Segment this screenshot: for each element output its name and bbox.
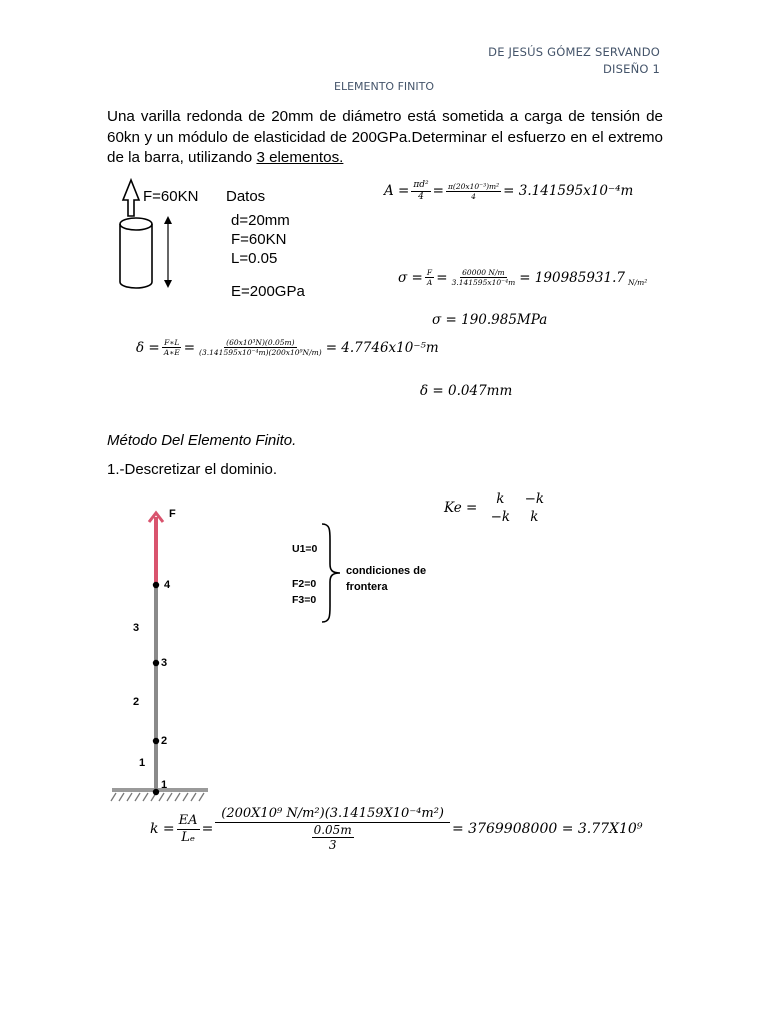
datos-l: L=0.05 [231,250,278,267]
ke-r2c1: −k [490,509,511,525]
sigma-result: = 190985931.7 [519,269,625,286]
k-formula: k = $\frac{EA}{\text{Lₑ}}$ = $\frac{\text{(200X10⁹ N/m²)(3.14159X10⁻⁴m²)}}{\frac{0.05m}{3}}$ = 3769908000 = 3.77X10⁹ [150,806,643,852]
node-2 [153,738,159,744]
element-label-1: 1 [139,757,146,769]
problem-elements-underlined: 3 elementos. [256,149,344,166]
area-f2-num: π(20x10⁻³)m² [447,181,500,191]
delta-f2-den: (3.141595x10⁻⁴m)(200x10⁹N/m) [199,348,322,357]
stress-result-mpa: σ = 190.985MPa [432,312,548,328]
page-title: ELEMENTO FINITO [334,80,434,93]
sigma-f1-den: A [426,278,433,287]
k-f2-num: (200X10⁹ N/m²)(3.14159X10⁻⁴m²) [215,806,450,823]
method-heading: Método Del Elemento Finito. [107,432,297,449]
problem-text: Una varilla redonda de 20mm de diámetro está sometida a carga de tensión de 60kn y un módulo de elasticidad de 200GPa.Determinar el esfuerzo en el extremo de la barra, utilizando [107,108,663,166]
datos-f: F=60KN [231,231,287,248]
ke-r1c1: k [496,491,505,507]
node-label-1: 1 [161,779,168,791]
deformation-result-mm: δ = 0.047mm [420,383,513,399]
sigma-f2-den: 3.141595x10⁻⁴m [451,278,516,287]
node-label-2: 2 [161,735,168,747]
node-label-4: 4 [164,579,171,591]
ke-r2c2: k [530,509,539,525]
force-label: F=60KN [143,188,199,205]
diagram-force-label: F [169,508,176,520]
curly-brace-icon [318,522,344,624]
stress-formula: σ = $\frac{F}{A}$ = $\frac{60000 N/m}{\text{3.141595x10⁻⁴m}}$ = 190985931.7 N/m² [398,268,648,287]
bc-u1: U1=0 [292,543,318,555]
bc-f2: F2=0 [292,578,317,590]
bc-label-line1: condiciones de [346,565,427,577]
k-f1-den: Lₑ [181,829,195,845]
sigma-f2-num: 60000 N/m [462,268,505,277]
area-f1-num: πd² [413,180,429,190]
k-f1-num: EA [178,813,198,829]
datos-e: E=200GPa [231,283,305,300]
ke-lhs: Ke = [444,500,478,516]
node-3 [153,660,159,666]
sigma-f1-num: F [426,268,433,277]
deformation-formula: δ = $\frac{F∗L}{A∗E}$ = $\frac{\text{(60x10³N)(0.05m)}}{\text{(3.141595x10⁻⁴m)(200x10⁹N/m)}}$ = 4.7746x10⁻⁵m [136,338,439,357]
node-1 [153,789,159,795]
node-4 [153,582,159,588]
delta-f1-den: A∗E [163,348,180,357]
k-f2-den-num: 0.05m [313,822,352,837]
sigma-unit: N/m² [628,278,648,287]
ke-r1c2: −k [524,491,545,507]
header-course: DISEÑO 1 [602,62,660,76]
area-f2-den: 4 [471,191,476,201]
area-lhs: A = [384,183,410,200]
element-label-2: 2 [133,696,140,708]
bc-label [346,563,426,595]
area-formula: A = $\frac{\text{πd²}}{4}$ = $\frac{\text{π(20x10⁻³)m²}}{4}$ = 3.141595x10⁻⁴m [384,180,634,202]
delta-f1-num: F∗L [164,338,180,347]
stiffness-matrix [444,490,551,526]
delta-f2-num: (60x10³N)(0.05m) [226,338,295,347]
k-result: = 3769908000 = 3.77X10⁹ [452,821,643,838]
delta-result: = 4.7746x10⁻⁵m [325,339,439,356]
node-label-3: 3 [161,657,168,669]
delta-lhs: δ = [136,339,160,356]
bc-label-line2: frontera [346,581,388,593]
force-arrow-icon [123,180,139,216]
k-f2-den-den: 3 [328,837,337,852]
sigma-lhs: σ = [398,269,423,286]
k-lhs: k = [150,821,175,838]
problem-statement [107,107,663,169]
area-f1-den: 4 [418,191,424,202]
element-label-3: 3 [133,622,140,634]
datos-d: d=20mm [231,212,290,229]
step1-heading: 1.-Descretizar el dominio. [107,461,278,478]
bc-f3: F3=0 [292,594,317,606]
header-author: DE JESÚS GÓMEZ SERVANDO [488,45,660,59]
datos-heading: Datos [226,188,266,205]
area-result: = 3.141595x10⁻⁴m [503,183,634,200]
